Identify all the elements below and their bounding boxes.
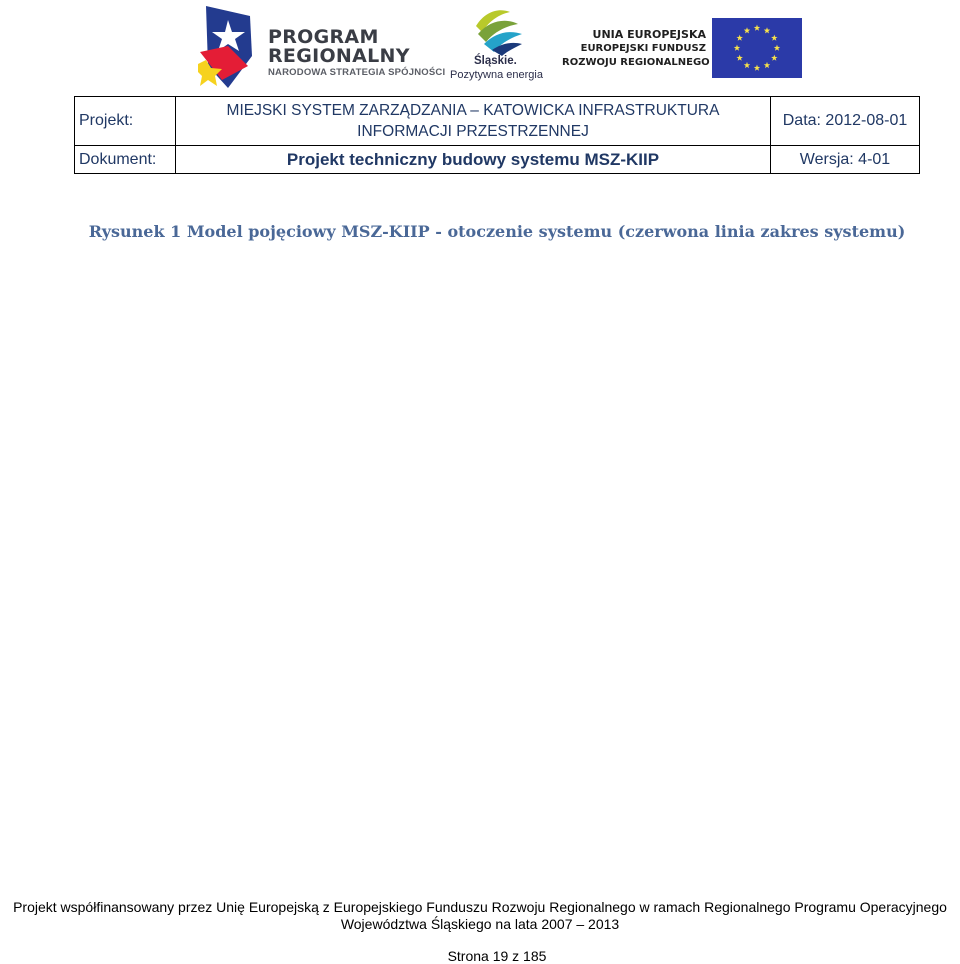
slaskie-logo-line1: Śląskie.: [474, 55, 517, 67]
unia-europejska-logo: [556, 16, 806, 80]
slaskie-waves-icon: [448, 6, 548, 56]
program-regionalny-emblem-icon: [198, 6, 260, 90]
program-logo-subtitle: NARODOWA STRATEGIA SPÓJNOŚCI: [268, 67, 446, 78]
document-header-table: [74, 96, 920, 174]
document-label: Dokument:: [75, 146, 176, 174]
project-label: Projekt:: [75, 97, 176, 146]
ue-logo-line2: EUROPEJSKI FUNDUSZ: [580, 43, 706, 54]
program-logo-line2: REGIONALNY: [268, 45, 410, 67]
footer-cofinancing-line2: Województwa Śląskiego na lata 2007 – 2013: [340, 916, 620, 932]
slaskie-logo-line2: Pozytywna energia: [450, 69, 543, 81]
page-footer: [0, 899, 960, 933]
ue-logo-text: [562, 28, 710, 70]
document-title: Projekt techniczny budowy systemu MSZ-KIIP: [176, 146, 771, 174]
program-logo-line1: PROGRAM: [268, 26, 379, 48]
ue-logo-line3: ROZWOJU REGIONALNEGO: [562, 57, 710, 68]
program-regionalny-logo: [198, 6, 446, 90]
program-regionalny-title: [268, 28, 410, 66]
eu-flag-icon: [712, 18, 802, 78]
figure-caption: Rysunek 1 Model pojęciowy MSZ-KIIP - otoczenie systemu (czerwona linia zakres systemu): [88, 222, 906, 241]
page-number: Strona 19 z 185: [447, 948, 547, 964]
document-date: Data: 2012-08-01: [771, 97, 920, 146]
slaskie-logo: [448, 6, 548, 88]
footer-cofinancing-line1: Projekt współfinansowany przez Unię Europejską z Europejskiego Funduszu Rozwoju Regionalnego w ramach Regionalnego Programu Operacyjnego: [13, 899, 947, 915]
document-version: Wersja: 4-01: [771, 146, 920, 174]
project-title: MIEJSKI SYSTEM ZARZĄDZANIA – KATOWICKA INFRASTRUKTURA INFORMACJI PRZESTRZENNEJ: [176, 97, 771, 146]
ue-logo-line1: UNIA EUROPEJSKA: [592, 28, 706, 41]
